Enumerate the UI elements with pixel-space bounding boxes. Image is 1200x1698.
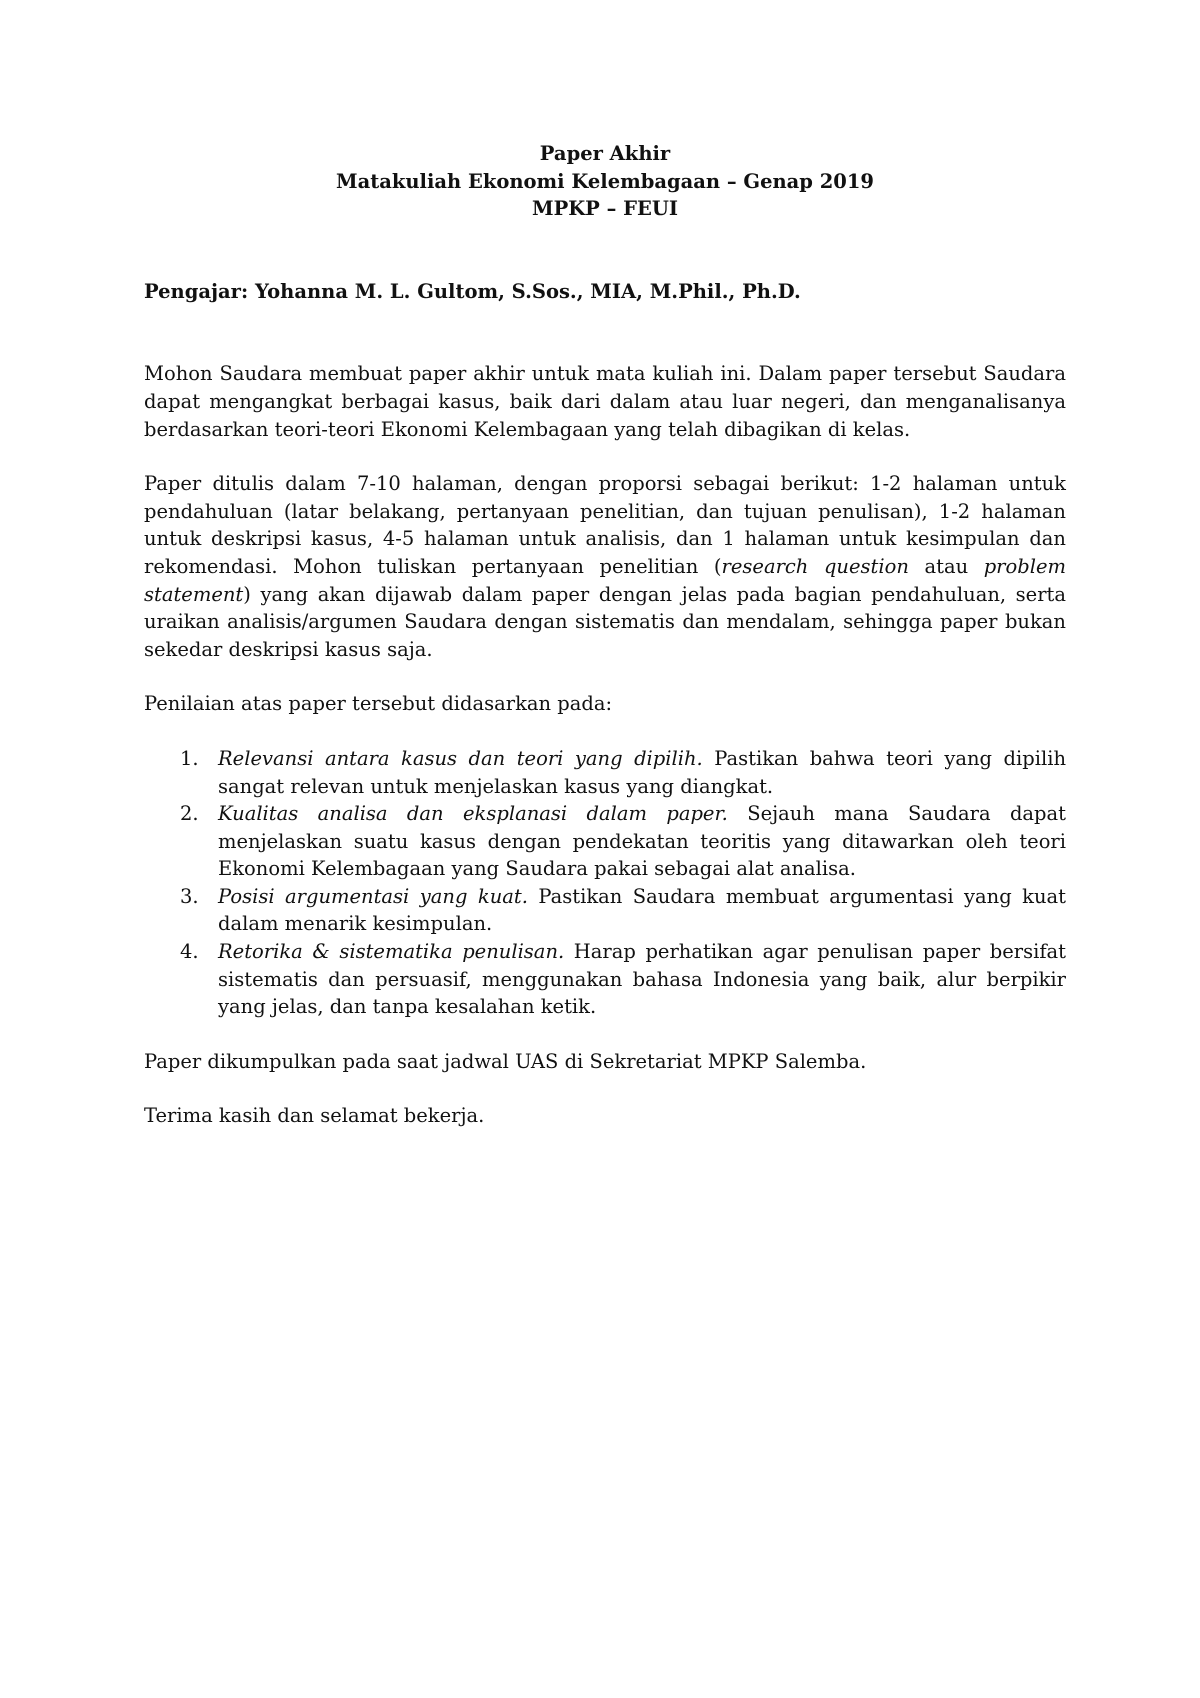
criteria-intro: Penilaian atas paper tersebut didasarkan pada:	[144, 692, 613, 716]
institution-name: MPKP – FEUI	[531, 197, 679, 221]
format-term-research-question: research question	[721, 554, 909, 578]
course-name: Matakuliah Ekonomi Kelembagaan – Genap 2019	[336, 169, 874, 193]
format-paragraph	[144, 470, 1066, 663]
list-item-number: 3.	[180, 884, 199, 908]
list-item-text: Pastikan bahwa teori yang dipilih sangat relevan untuk menjelaskan kasus yang diangkat.	[218, 746, 1067, 798]
list-item-heading: Posisi argumentasi yang kuat.	[218, 884, 528, 908]
list-item-number: 4.	[180, 940, 199, 964]
lecturer-line: Pengajar: Yohanna M. L. Gultom, S.Sos., MIA, M.Phil., Ph.D.	[144, 279, 801, 303]
format-text-part2: atau	[908, 554, 984, 578]
document-header	[144, 140, 1066, 223]
list-item-heading: Relevansi antara kasus dan teori yang dipilih.	[218, 746, 703, 770]
list-item-heading: Kualitas analisa dan eksplanasi dalam paper.	[218, 802, 728, 826]
submission-paragraph: Paper dikumpulkan pada saat jadwal UAS di Sekretariat MPKP Salemba.	[144, 1049, 867, 1073]
list-item-number: 2.	[180, 802, 199, 826]
list-item	[144, 745, 1066, 800]
list-item-heading: Retorika & sistematika penulisan.	[218, 940, 565, 964]
list-item	[144, 883, 1066, 938]
list-item-text: Pastikan Saudara membuat argumentasi yang kuat dalam menarik kesimpulan.	[218, 884, 1067, 936]
closing-paragraph: Terima kasih dan selamat bekerja.	[144, 1104, 485, 1128]
format-term-problem-statement: problem statement	[144, 554, 1066, 606]
list-item	[144, 938, 1066, 1021]
list-item-number: 1.	[180, 746, 199, 770]
list-item	[144, 800, 1066, 883]
document-page	[144, 140, 1066, 1130]
document-title: Paper Akhir	[539, 142, 671, 165]
list-item-text: Sejauh mana Saudara dapat menjelaskan suatu kasus dengan pendekatan teoritis yang ditawarkan oleh teori Ekonomi Kelembagaan yang Saudara pakai sebagai alat analisa.	[218, 802, 1066, 881]
criteria-list	[144, 745, 1066, 1021]
format-text-part1: Paper ditulis dalam 7-10 halaman, dengan proporsi sebagai berikut: 1-2 halaman untuk pendahuluan (latar belakang, pertanyaan penelitian, dan tujuan penulisan), 1-2 halaman untuk deskripsi kasus, 4-5 halaman untuk analisis, dan 1 halaman untuk kesimpulan dan rekomendasi. Mohon tuliskan pertanyaan penelitian (	[144, 472, 1066, 578]
format-text-part3: ) yang akan dijawab dalam paper dengan jelas pada bagian pendahuluan, serta uraikan analisis/argumen Saudara dengan sistematis dan mendalam, sehingga paper bukan sekedar deskripsi kasus saja.	[144, 582, 1066, 661]
list-item-text: Harap perhatikan agar penulisan paper bersifat sistematis dan persuasif, menggunakan bahasa Indonesia yang baik, alur berpikir yang jelas, dan tanpa kesalahan ketik.	[218, 940, 1067, 1019]
intro-paragraph: Mohon Saudara membuat paper akhir untuk mata kuliah ini. Dalam paper tersebut Saudara dapat mengangkat berbagai kasus, baik dari dalam atau luar negeri, dan menganalisanya berdasarkan teori-teori Ekonomi Kelembagaan yang telah dibagikan di kelas.	[144, 362, 1066, 441]
